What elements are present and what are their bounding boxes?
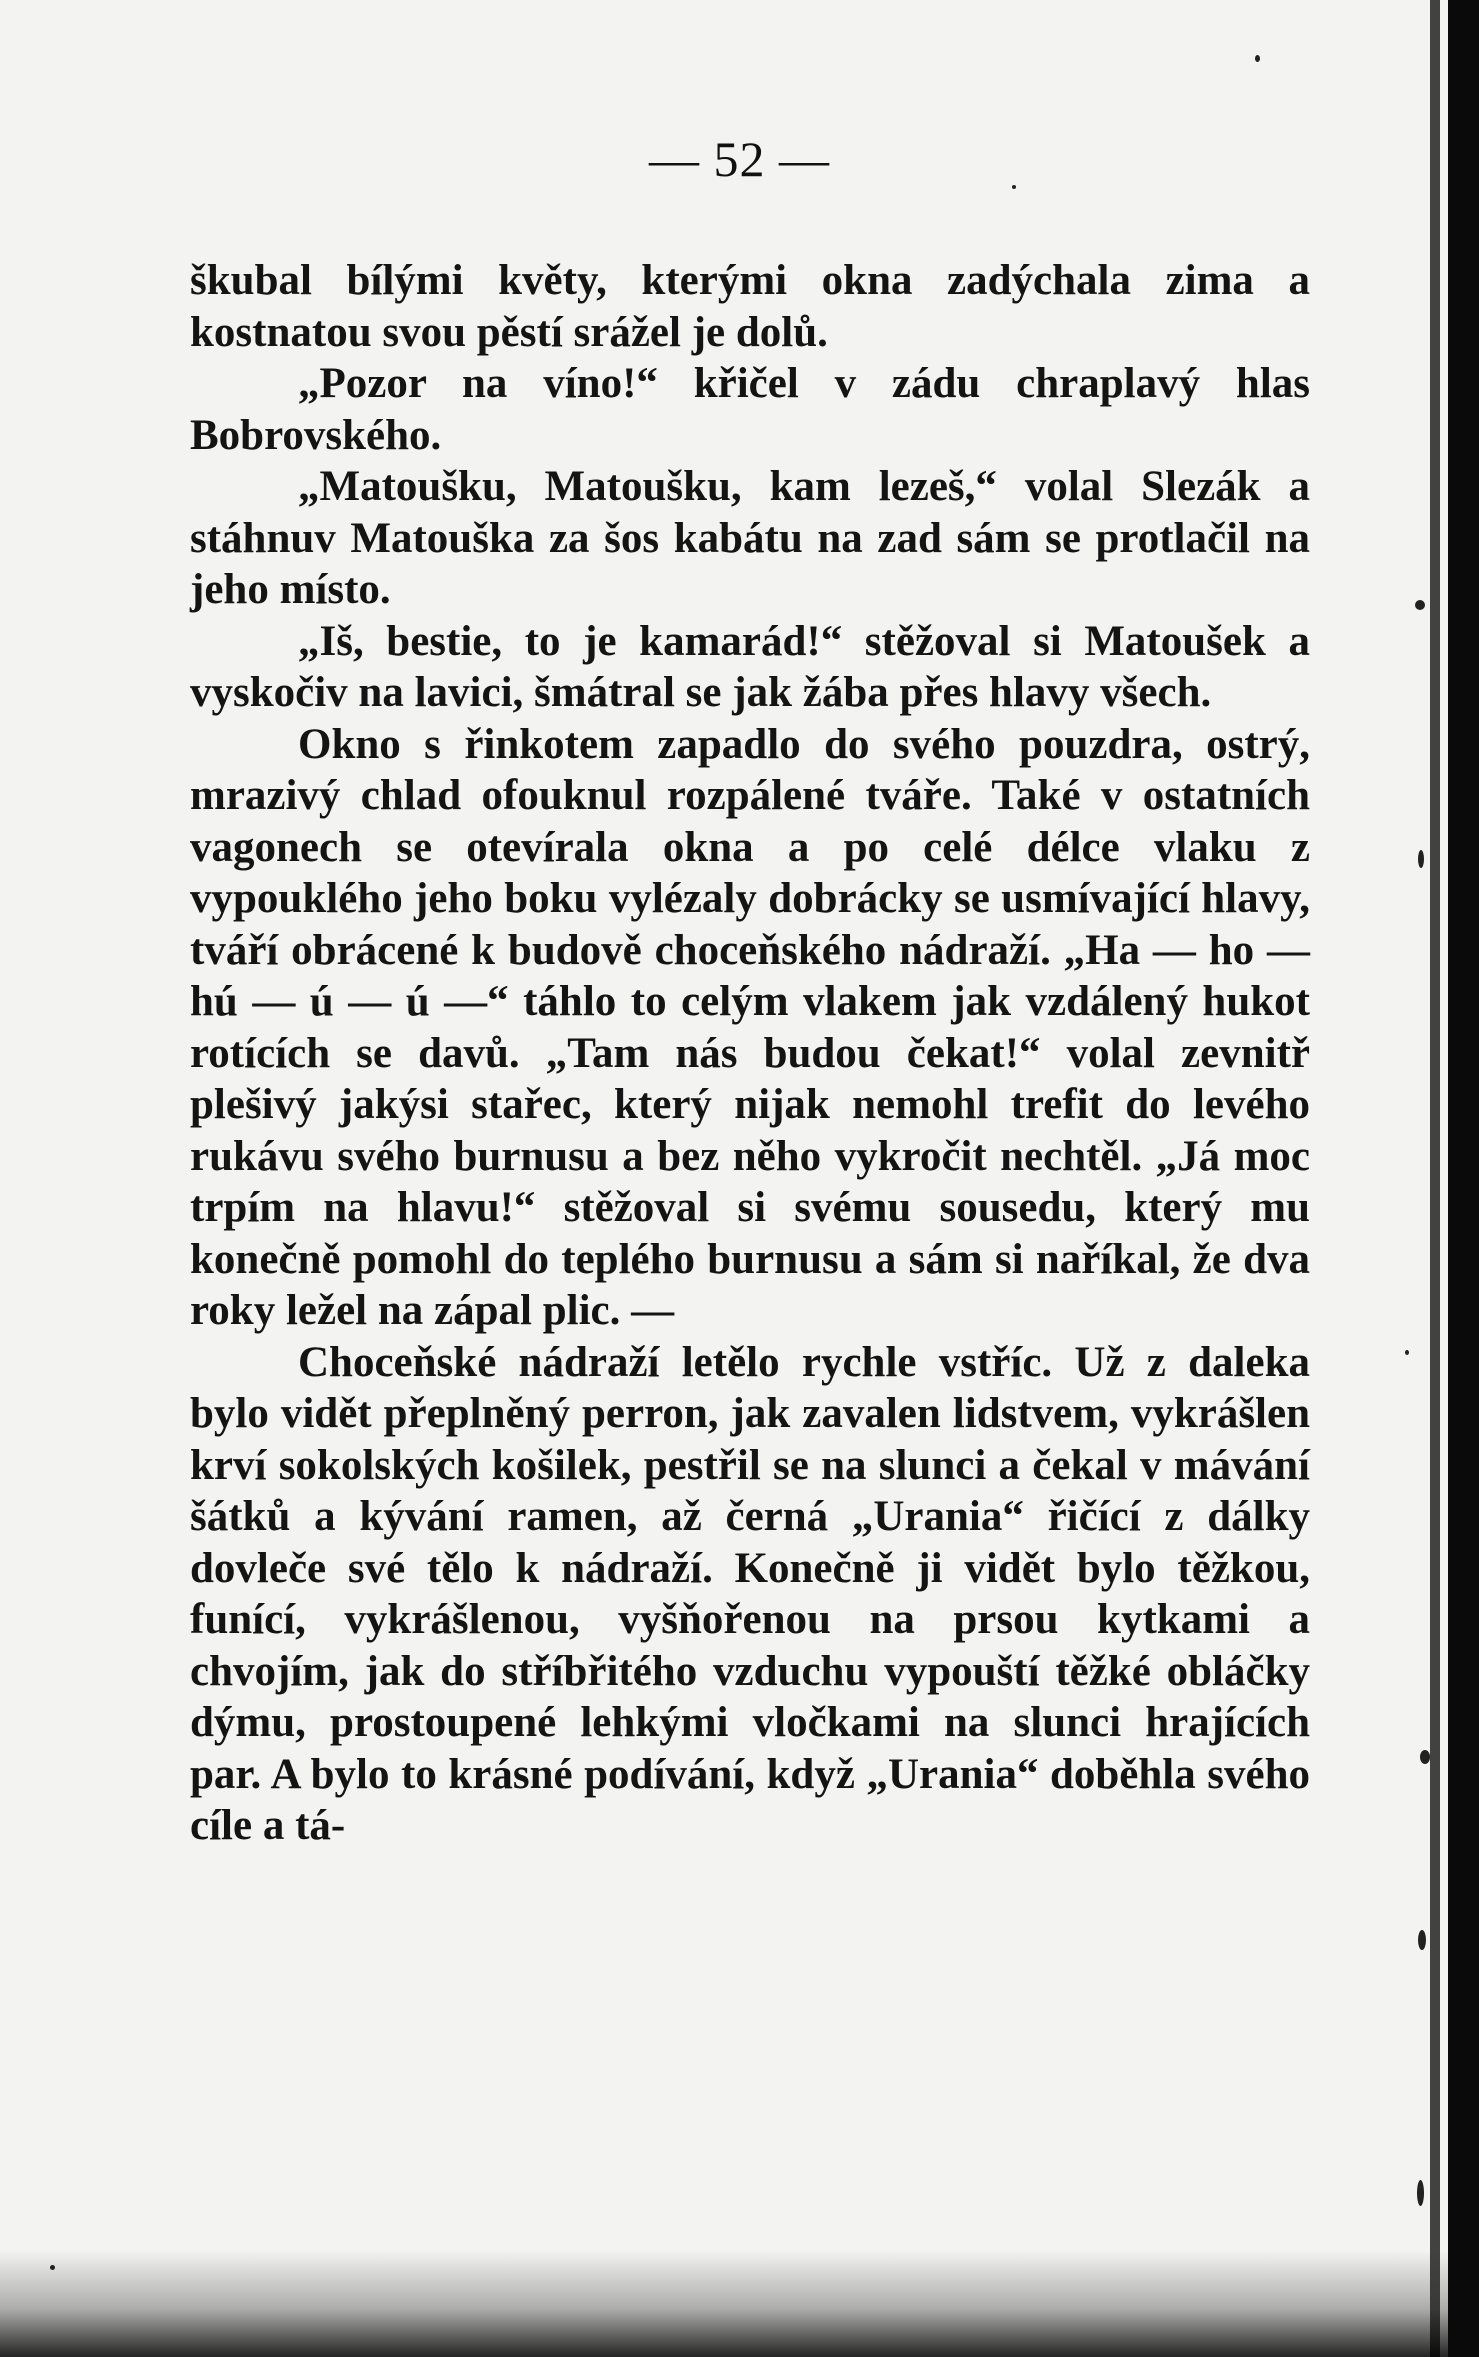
print-speck — [1255, 55, 1260, 62]
page-right-edge — [1430, 0, 1440, 2357]
print-speck — [1415, 600, 1425, 610]
body-text — [190, 255, 1310, 1852]
paragraph: škubal bílými květy, kterými okna zadýchala zima a kostnatou svou pěstí srážel je dolů. — [190, 257, 1310, 356]
page-bottom-shadow — [0, 2250, 1448, 2357]
print-speck — [1012, 185, 1016, 189]
print-speck — [1420, 1750, 1430, 1764]
print-speck — [50, 2265, 55, 2270]
paragraph: Okno s řinkotem zapadlo do svého pouzdra, ostrý, mrazivý chlad ofouknul rozpálené tváře. Také v ostatních vagonech se otevírala okna a po celé délce vlaku z vypouklého jeho boku vylézaly dobrácky se usmívající hlavy, tváří obrácené k budově choceňského nádraží. „Ha — ho — hú — ú — ú —“ táhlo to celým vlakem jak vzdálený hukot rotících se davů. „Tam nás budou čekat!“ volal zevnitř plešivý jakýsi stařec, který nijak nemohl trefit do levého rukávu svého burnusu a bez něho vykročit nechtěl. „Já moc trpím na hlavu!“ stěžoval si svému sousedu, který mu konečně pomohl do teplého burnusu a sám si naříkal, že dva roky ležel na zápal plic. — — [190, 720, 1310, 1334]
print-speck — [1418, 850, 1424, 868]
page-number: — 52 — — [649, 131, 830, 187]
print-speck — [1417, 2180, 1424, 2206]
paragraph: „Pozor na víno!“ křičel v zádu chraplavý hlas Bobrovského. — [190, 360, 1310, 459]
print-speck — [1405, 1350, 1409, 1355]
paragraph: „Iš, bestie, to je kamarád!“ stěžoval si Matoušek a vyskočiv na lavici, šmátral se jak žába přes hlavy všech. — [190, 617, 1310, 716]
print-speck — [1418, 1930, 1426, 1950]
paragraph: „Matoušku, Matoušku, kam lezeš,“ volal Slezák a stáhnuv Matouška za šos kabátu na zad sám se protlačil na jeho místo. — [190, 463, 1310, 613]
paragraph: Choceňské nádraží letělo rychle vstříc. Už z daleka bylo vidět přeplněný perron, jak zavalen lidstvem, vykrášlen krví sokolských košilek, pestřil se na slunci a čekal v mávání šátků a kývání ramen, až černá „Urania“ řičící z dálky dovleče své tělo k nádraží. Konečně ji vidět bylo těžkou, funící, vykrášlenou, vyšňořenou na prsou kytkami a chvojím, jak do stříbřitého vzduchu vypouští těžké obláčky dýmu, prostoupené lehkými vločkami na slunci hrajících par. A bylo to krásné podívání, když „Urania“ doběhla svého cíle a tá- — [190, 1338, 1310, 1849]
scan-border — [1448, 0, 1479, 2357]
